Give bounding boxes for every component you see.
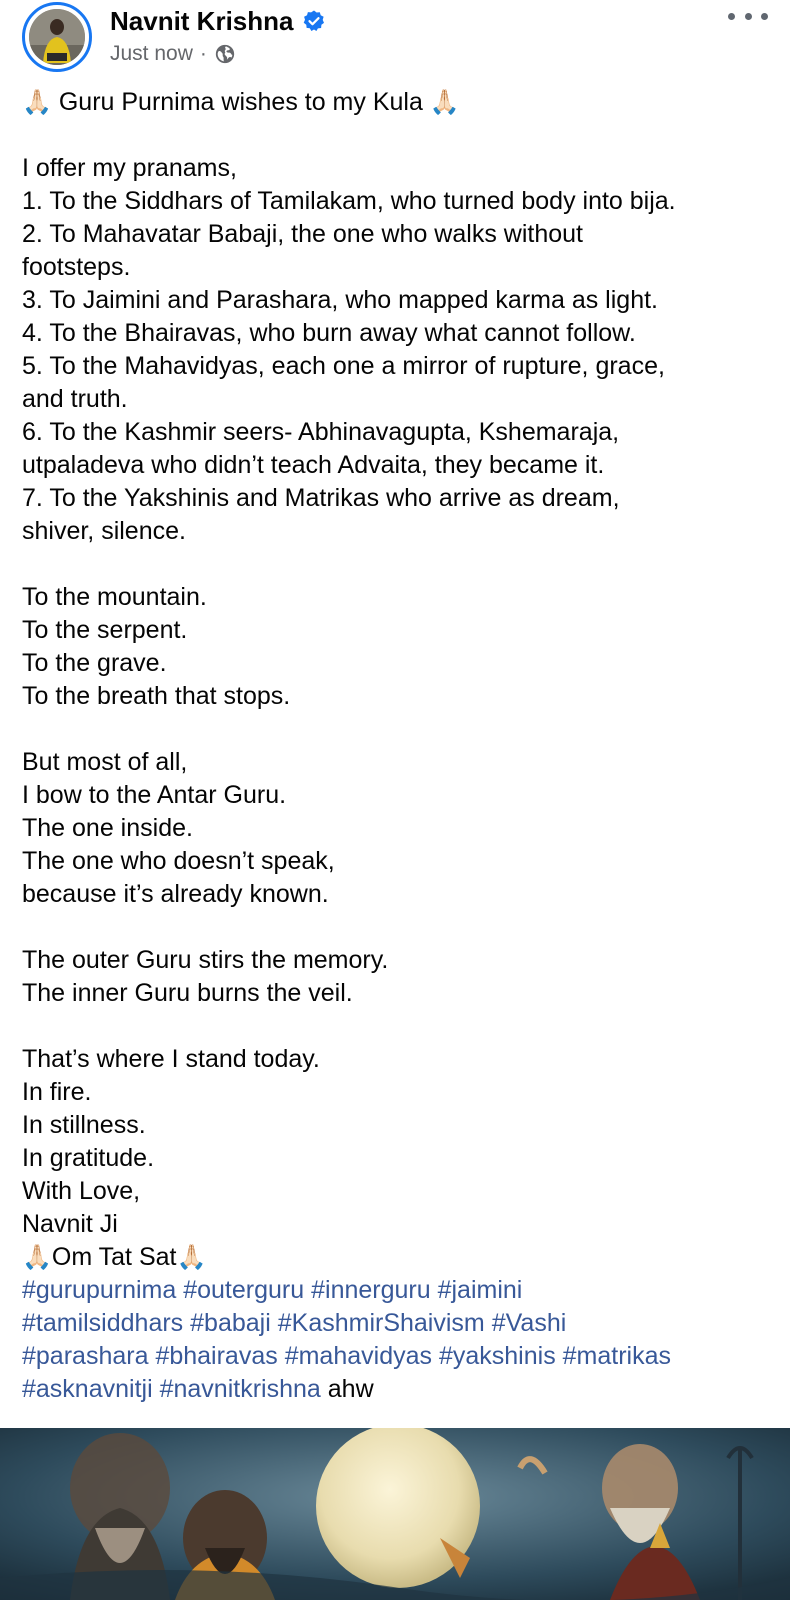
message-line: With Love, (22, 1177, 141, 1205)
message-line: shiver, silence. (22, 517, 186, 545)
post-header (0, 0, 790, 80)
message-line: To the mountain. (22, 583, 207, 611)
post-title-line (22, 86, 782, 119)
globe-icon[interactable] (214, 43, 236, 65)
message-line: footsteps. (22, 253, 131, 281)
message-line: I bow to the Antar Guru. (22, 781, 287, 809)
message-line: The inner Guru burns the veil. (22, 979, 353, 1007)
message-line: 4. To the Bhairavas, who burn away what cannot follow. (22, 319, 636, 347)
blank-line (22, 911, 782, 944)
hashtag-link[interactable]: #asknavnitji (22, 1375, 153, 1403)
hashtag-link[interactable]: #navnitkrishna (159, 1375, 321, 1403)
post-message (22, 86, 782, 1406)
message-line: The outer Guru stirs the memory. (22, 946, 389, 974)
avatar[interactable] (22, 2, 92, 72)
hashtag-link[interactable]: #tamilsiddhars (22, 1309, 184, 1337)
blank-line (22, 119, 782, 152)
hashtag-link[interactable]: #KashmirShaivism (277, 1309, 485, 1337)
message-line: Navnit Ji (22, 1210, 118, 1238)
trailing-text: ahw (327, 1375, 374, 1403)
hashtag-line (22, 1274, 782, 1307)
message-line: But most of all, (22, 748, 188, 776)
hashtag-line (22, 1340, 782, 1373)
message-line: because it’s already known. (22, 880, 329, 908)
folded-hands-emoji: 🙏🏻 (22, 1244, 52, 1271)
folded-hands-emoji: 🙏🏻 (22, 89, 52, 116)
folded-hands-emoji: 🙏🏻 (176, 1244, 207, 1271)
author-name[interactable]: Navnit Krishna (110, 6, 294, 36)
hashtag-link[interactable]: #babaji (190, 1309, 271, 1337)
hashtag-link[interactable]: #mahavidyas (284, 1342, 433, 1370)
message-line: To the serpent. (22, 616, 188, 644)
message-line: 6. To the Kashmir seers- Abhinavagupta, Kshemaraja, (22, 418, 620, 446)
blank-line (22, 548, 782, 581)
hashtag-link[interactable]: #outerguru (183, 1276, 305, 1304)
hashtag-link[interactable]: #jaimini (437, 1276, 523, 1304)
hashtag-link[interactable]: #gurupurnima (22, 1276, 177, 1304)
closing-line (22, 1241, 782, 1274)
hashtag-link[interactable]: #matrikas (562, 1342, 672, 1370)
message-line: To the grave. (22, 649, 167, 677)
hashtag-line (22, 1373, 782, 1406)
post-image[interactable] (0, 1428, 790, 1600)
message-line: In stillness. (22, 1111, 146, 1139)
message-line: That’s where I stand today. (22, 1045, 320, 1073)
message-line: 1. To the Siddhars of Tamilakam, who turned body into bija. (22, 187, 676, 215)
hashtag-link[interactable]: #parashara (22, 1342, 149, 1370)
more-options-icon[interactable] (728, 4, 768, 28)
message-lines (22, 119, 782, 1241)
hashtag-link[interactable]: #yakshinis (438, 1342, 556, 1370)
message-line: and truth. (22, 385, 128, 413)
message-line: 3. To Jaimini and Parashara, who mapped karma as light. (22, 286, 658, 314)
verified-badge-icon (302, 9, 326, 33)
post-timestamp[interactable]: Just now (110, 42, 193, 65)
post-title: Guru Purnima wishes to my Kula (58, 88, 423, 116)
message-line: In fire. (22, 1078, 92, 1106)
hashtag-link[interactable]: #bhairavas (155, 1342, 278, 1370)
hashtag-link[interactable]: #innerguru (311, 1276, 431, 1304)
hashtag-block (22, 1274, 782, 1406)
folded-hands-emoji: 🙏🏻 (429, 89, 460, 116)
blank-line (22, 713, 782, 746)
message-line: The one who doesn’t speak, (22, 847, 335, 875)
message-line: To the breath that stops. (22, 682, 291, 710)
closing-text: Om Tat Sat (51, 1243, 177, 1271)
message-line: I offer my pranams, (22, 154, 237, 182)
message-line: 7. To the Yakshinis and Matrikas who arrive as dream, (22, 484, 620, 512)
blank-line (22, 1010, 782, 1043)
message-line: utpaladeva who didn’t teach Advaita, they became it. (22, 451, 605, 479)
message-line: The one inside. (22, 814, 193, 842)
meta-separator: · (199, 42, 207, 65)
message-line: 2. To Mahavatar Babaji, the one who walks without (22, 220, 583, 248)
hashtag-link[interactable]: #Vashi (491, 1309, 567, 1337)
message-line: 5. To the Mahavidyas, each one a mirror of rupture, grace, (22, 352, 665, 380)
avatar-photo (29, 9, 85, 65)
message-line: In gratitude. (22, 1144, 155, 1172)
hashtag-line (22, 1307, 782, 1340)
